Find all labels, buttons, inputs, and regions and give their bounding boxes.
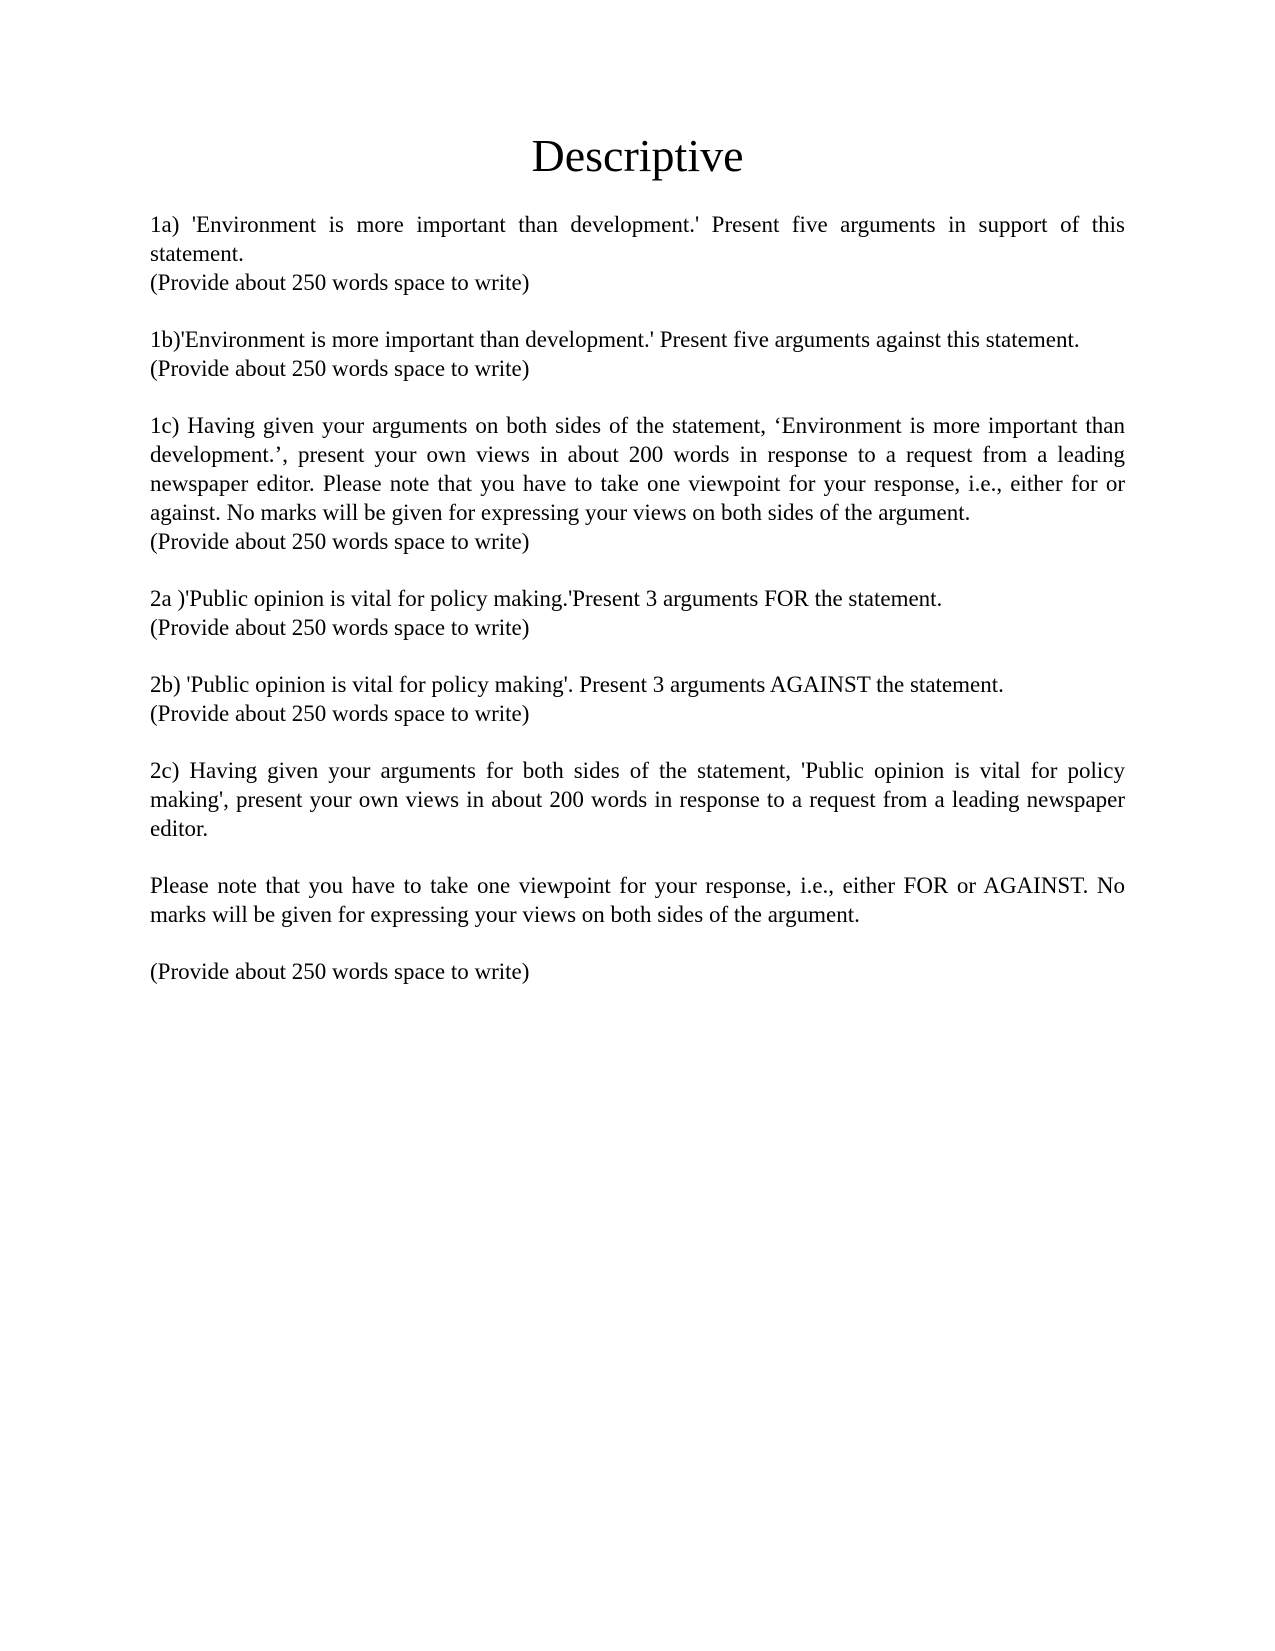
question-prompt: 1b)'Environment is more important than development.' Present five arguments against this statement. [150,327,1080,352]
question-instruction: (Provide about 250 words space to write) [150,615,530,640]
question-prompt: 2b) 'Public opinion is vital for policy making'. Present 3 arguments AGAINST the statement. [150,672,1004,697]
document-page [150,128,1125,1014]
question-2c [150,756,1125,843]
question-prompt: 1a) 'Environment is more important than development.' Present five arguments in support of this statement. [150,212,1125,266]
question-instruction: (Provide about 250 words space to write) [150,959,530,984]
question-1b [150,325,1125,383]
question-2a [150,584,1125,642]
question-1a [150,210,1125,297]
question-instruction: (Provide about 250 words space to write) [150,701,530,726]
question-1c [150,411,1125,556]
question-prompt: 1c) Having given your arguments on both sides of the statement, ‘Environment is more important than development.’, present your own views in about 200 words in response to a request from a leading newspaper editor. Please note that you have to take one viewpoint for your response, i.e., either for or against. No marks will be given for expressing your views on both sides of the argument. [150,413,1125,525]
question-instruction: (Provide about 250 words space to write) [150,529,530,554]
question-instruction: (Provide about 250 words space to write) [150,270,530,295]
question-instruction: (Provide about 250 words space to write) [150,356,530,381]
question-2c-instruction [150,957,1125,986]
question-2c-note [150,871,1125,929]
page-title: Descriptive [531,130,744,181]
question-prompt: 2a )'Public opinion is vital for policy making.'Present 3 arguments FOR the statement. [150,586,943,611]
question-2b [150,670,1125,728]
question-prompt: 2c) Having given your arguments for both sides of the statement, 'Public opinion is vital for policy making', present your own views in about 200 words in response to a request from a leading newspaper editor. [150,758,1125,841]
question-note: Please note that you have to take one viewpoint for your response, i.e., either FOR or AGAINST. No marks will be given for expressing your views on both sides of the argument. [150,873,1125,927]
